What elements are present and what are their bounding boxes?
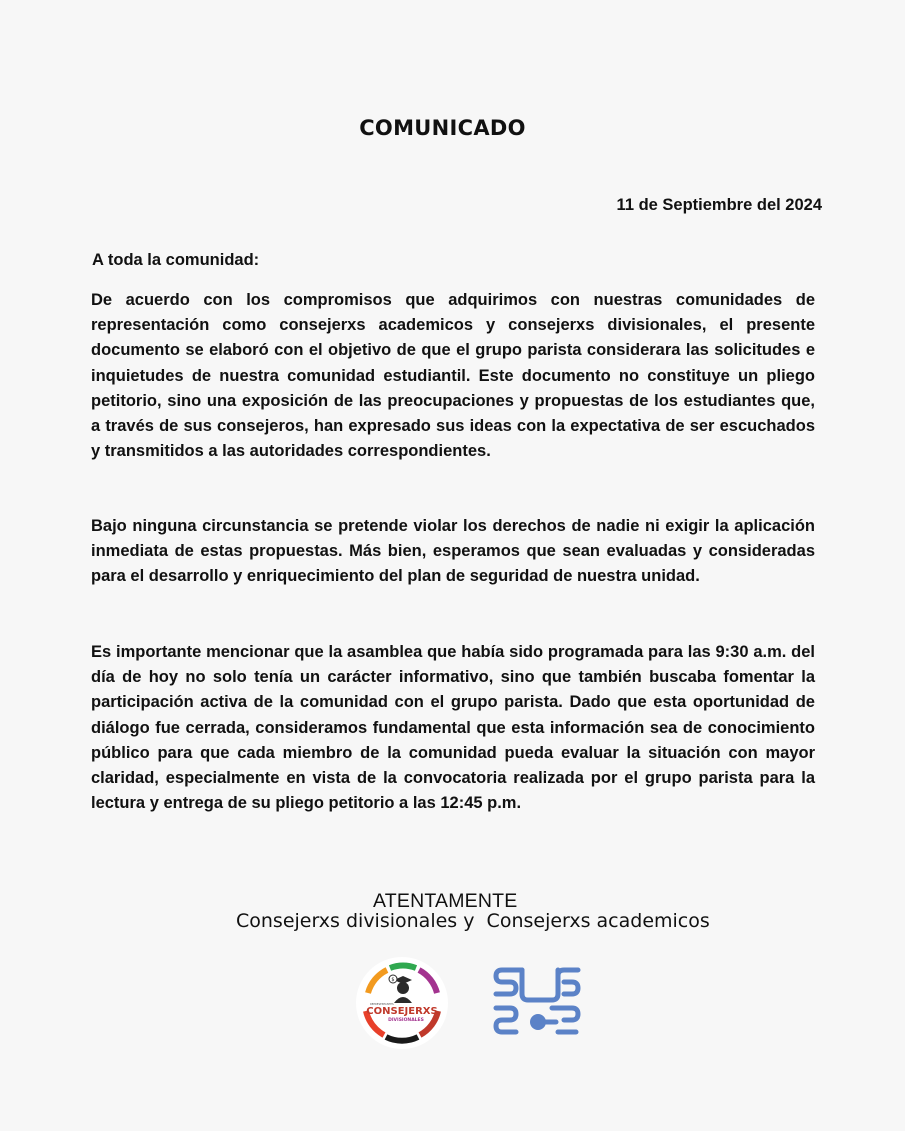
signers-line: Consejerxs divisionales y Consejerxs academicos bbox=[236, 910, 710, 932]
logo-main-text: CONSEJERXS bbox=[366, 1006, 438, 1017]
logo-small-text: REPRESENTANTES bbox=[370, 1003, 394, 1006]
consejerxs-academicos-logo bbox=[492, 960, 588, 1040]
logo-sub-text: DIVISIONALES bbox=[388, 1018, 424, 1023]
document-date: 11 de Septiembre del 2024 bbox=[616, 196, 822, 214]
svg-text:$: $ bbox=[391, 977, 395, 983]
closing-salutation: ATENTAMENTE bbox=[373, 890, 518, 912]
consejerxs-divisionales-logo bbox=[354, 955, 450, 1051]
paragraph-3: Es importante mencionar que la asamblea que había sido programada para las 9:30 a.m. del día de hoy no solo tenía un carácter informativo, sino que también buscaba fomentar la participación activa de la comunidad con el grupo parista. Dado que esta oportunidad de diálogo fue cerrada, consideramos fundamental que esta información sea de conocimiento público para que cada miembro de la comunidad pueda evaluar la situación con mayor claridad, especialmente en vista de la convocatoria realizada por el grupo parista para la lectura y entrega de su pliego petitorio a las 12:45 p.m. bbox=[91, 643, 815, 813]
greeting: A toda la comunidad: bbox=[92, 251, 260, 269]
paragraph-1: De acuerdo con los compromisos que adquirimos con nuestras comunidades de representación como consejerxs academicos y consejerxs divisionales, el presente documento se elaboró con el objetivo de que el grupo parista considerara las solicitudes e inquietudes de nuestra comunidad estudiantil. Este documento no constituye un pliego petitorio, sino una exposición de las preocupaciones y propuestas de los estudiantes que, a través de sus consejeros, han expresado sus ideas con la expectativa de ser escuchados y transmitidos a las autoridades correspondientes. bbox=[91, 291, 815, 461]
document-title: COMUNICADO bbox=[359, 116, 526, 140]
paragraph-2: Bajo ninguna circunstancia se pretende violar los derechos de nadie ni exigir la aplicación inmediata de estas propuestas. Más bien, esperamos que sean evaluadas y consideradas para el desarrollo y enriquecimiento del plan de seguridad de nuestra unidad. bbox=[91, 517, 815, 586]
